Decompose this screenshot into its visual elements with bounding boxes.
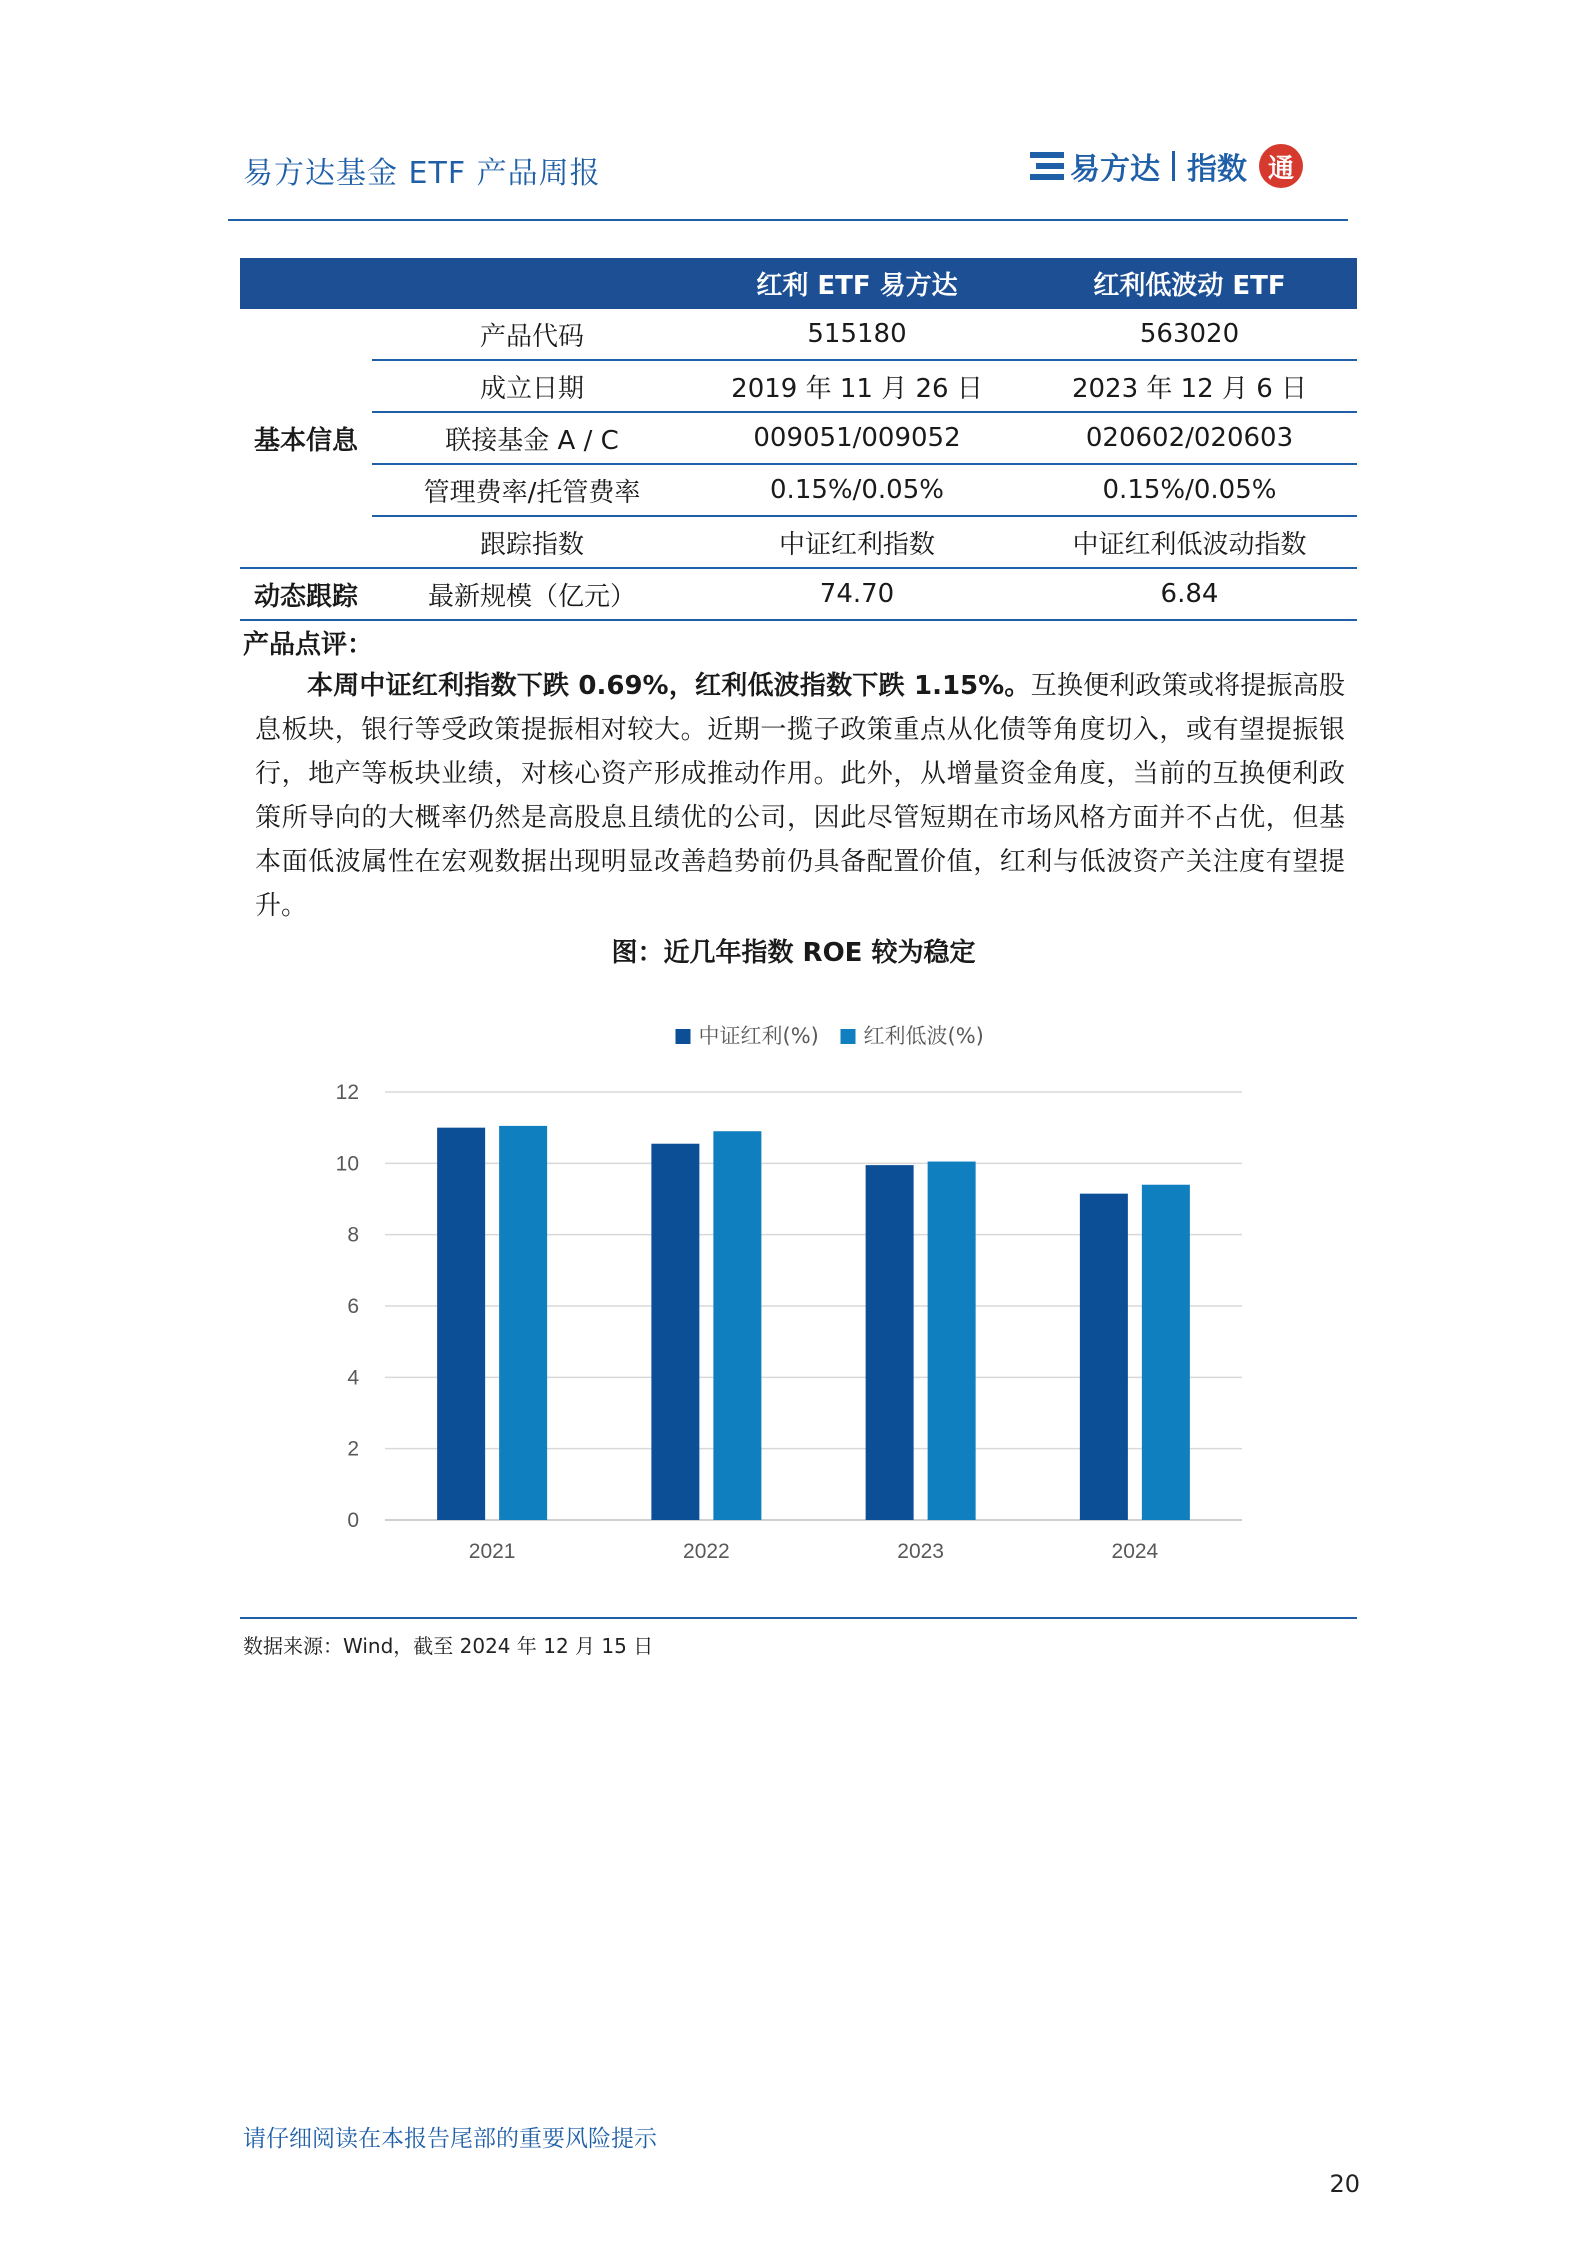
table-cell: 中证红利指数 [692, 516, 1022, 568]
x-tick-label: 2024 [1111, 1540, 1159, 1563]
x-tick-label: 2021 [468, 1540, 516, 1563]
bar-dividend [866, 1165, 914, 1520]
comment-lead: 本周中证红利指数下跌 0.69%，红利低波指数下跌 1.15%。 [307, 671, 1031, 701]
table-cell: 中证红利低波动指数 [1022, 516, 1357, 568]
bar-low-vol [1142, 1185, 1190, 1520]
bar-dividend [1080, 1194, 1128, 1520]
table-cell: 0.15%/0.05% [692, 464, 1022, 516]
source-divider [240, 1617, 1357, 1619]
row-group-label: 基本信息 [240, 309, 372, 568]
table-cell: 515180 [692, 309, 1022, 360]
row-label: 管理费率/托管费率 [372, 464, 692, 516]
bar-dividend [651, 1144, 699, 1520]
risk-note: 请仔细阅读在本报告尾部的重要风险提示 [243, 2126, 657, 2152]
table-header-row [240, 258, 1357, 309]
table-cell: 74.70 [692, 568, 1022, 620]
y-tick-label: 12 [335, 1081, 359, 1104]
brand-divider [1172, 151, 1175, 181]
header-divider [228, 219, 1348, 221]
column-header-etf-a: 红利 ETF 易方达 [692, 258, 1022, 309]
brand-seal-icon: 通 [1259, 144, 1303, 188]
bar-low-vol [928, 1162, 976, 1520]
brand-subtitle: 指数 [1187, 152, 1247, 187]
roe-bar-chart [240, 1000, 1357, 1600]
row-label: 产品代码 [372, 309, 692, 360]
x-tick-label: 2022 [683, 1540, 730, 1563]
row-label: 成立日期 [372, 360, 692, 412]
comment-paragraph [255, 664, 1345, 928]
table-row [240, 516, 1357, 568]
bar-low-vol [499, 1126, 547, 1520]
table-cell: 009051/009052 [692, 412, 1022, 464]
table-cell: 020602/020603 [1022, 412, 1357, 464]
column-header [372, 258, 692, 309]
column-header-etf-b: 红利低波动 ETF [1022, 258, 1357, 309]
table-cell: 2023 年 12 月 6 日 [1022, 360, 1357, 412]
row-group-label: 动态跟踪 [240, 568, 372, 620]
y-tick-label: 4 [347, 1366, 359, 1390]
bar-low-vol [713, 1131, 761, 1520]
table-row [240, 464, 1357, 516]
legend-swatch [676, 1029, 691, 1044]
data-source: 数据来源：Wind，截至 2024 年 12 月 15 日 [243, 1634, 654, 1658]
comment-text: 互换便利政策或将提振高股息板块，银行等受政策提振相对较大。近期一揽子政策重点从化债等角度切入，或有望提振银行，地产等板块业绩，对核心资产形成推动作用。此外，从增量资金角度，当前的互换便利政策所导向的大概率仍然是高股息且绩优的公司，因此尽管短期在市场风格方面并不占优，但基本面低波属性在宏观数据出现明显改善趋势前仍具备配置价值，红利与低波资产关注度有望提升。 [255, 671, 1345, 921]
comment-heading: 产品点评： [243, 630, 374, 660]
y-tick-label: 0 [347, 1509, 359, 1532]
y-tick-label: 10 [335, 1152, 359, 1176]
table-row [240, 360, 1357, 412]
table-cell: 6.84 [1022, 568, 1357, 620]
table-row [240, 568, 1357, 620]
table-cell: 563020 [1022, 309, 1357, 360]
chart-svg [240, 1000, 1357, 1600]
brand-logo [1030, 138, 1303, 194]
legend-label: 中证红利(%) [698, 1024, 819, 1048]
row-label: 联接基金 A / C [372, 412, 692, 464]
row-label: 跟踪指数 [372, 516, 692, 568]
product-info-table [240, 258, 1357, 621]
y-tick-label: 6 [347, 1295, 359, 1318]
chart-title: 图：近几年指数 ROE 较为稳定 [611, 938, 976, 968]
row-label: 最新规模（亿元） [372, 568, 692, 620]
legend-swatch [841, 1029, 856, 1044]
y-tick-label: 2 [347, 1437, 359, 1461]
page-number: 20 [1329, 2170, 1360, 2198]
table-cell: 0.15%/0.05% [1022, 464, 1357, 516]
legend-label: 红利低波(%) [863, 1024, 984, 1048]
column-header [240, 258, 372, 309]
bar-dividend [437, 1128, 485, 1520]
document-title: 易方达基金 ETF 产品周报 [243, 156, 601, 191]
x-tick-label: 2023 [897, 1540, 944, 1563]
brand-mark-icon [1030, 150, 1064, 182]
y-tick-label: 8 [347, 1223, 359, 1247]
brand-name: 易方达 [1070, 152, 1160, 187]
table-row [240, 412, 1357, 464]
table-cell: 2019 年 11 月 26 日 [692, 360, 1022, 412]
table-row [240, 309, 1357, 360]
